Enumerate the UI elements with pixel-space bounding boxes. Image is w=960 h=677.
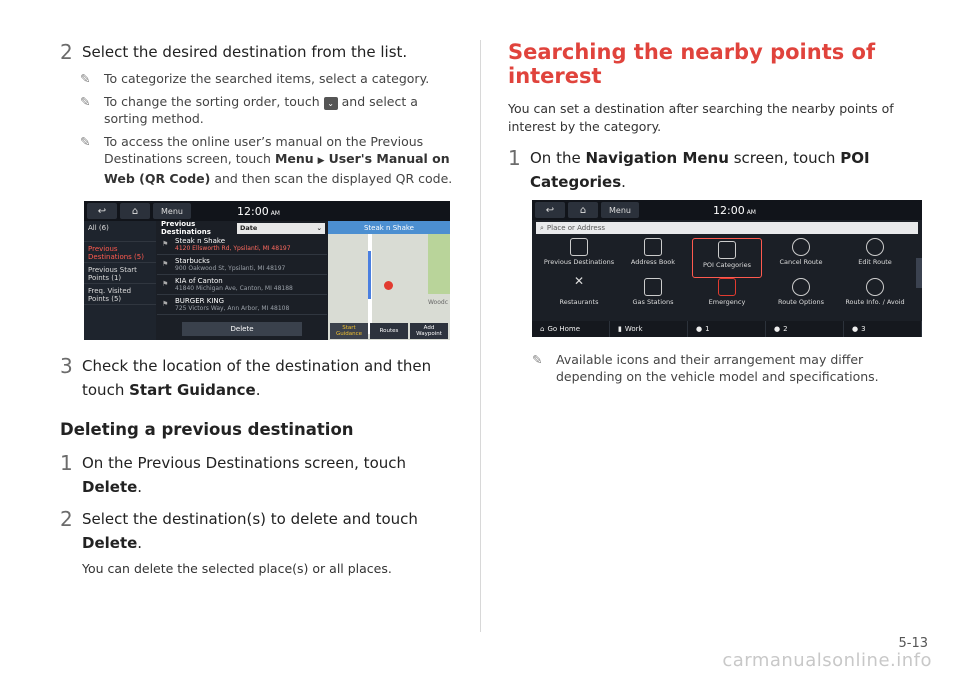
step-number: 1: [60, 451, 73, 475]
step-text: On the Previous Destinations screen, touch Delete.: [82, 454, 407, 496]
emergency-icon: [718, 278, 736, 296]
intro-text: You can set a destination after searching the nearby points of interest by the category.: [508, 101, 894, 134]
step-number: 2: [60, 40, 73, 64]
map-park-area: [428, 234, 450, 294]
note-pen-icon: ✎: [532, 352, 543, 367]
list-item[interactable]: ⚑ Starbucks 900 Oakwood St, Ypsilanti, MI 48197: [157, 255, 327, 275]
search-icon: ⌕: [540, 223, 544, 232]
menu-button[interactable]: Menu: [601, 202, 639, 218]
menu-item-address-book[interactable]: Address Book: [616, 238, 690, 278]
search-input[interactable]: ⌕ Place or Address: [536, 222, 918, 234]
menu-item-restaurants[interactable]: ✕ Restaurants: [559, 274, 599, 306]
route-options-icon: [792, 278, 810, 296]
map-destination-title: Steak n Shake: [328, 221, 450, 234]
step-text: Select the destination(s) to delete and touch Delete.: [82, 510, 418, 552]
list-title: Previous Destinations: [161, 220, 211, 236]
menu-item-emergency[interactable]: Emergency: [690, 278, 764, 314]
back-button[interactable]: ↩: [535, 202, 565, 218]
note-icons-differ: [532, 351, 903, 385]
previous-destinations-screenshot: [84, 201, 450, 340]
flag-icon: ⚑: [162, 280, 169, 288]
note-pen-icon: ✎: [80, 94, 91, 109]
step-number: 2: [60, 507, 73, 531]
route-avoid-icon: [866, 278, 884, 296]
note-pen-icon: ✎: [80, 71, 91, 86]
go-home-button[interactable]: ⌂ Go Home: [532, 321, 610, 337]
arrow-right-icon: ▶: [317, 156, 325, 166]
navigation-menu-screenshot: [532, 200, 922, 337]
clock: 12:00 AM: [237, 204, 280, 218]
edit-route-icon: [866, 238, 884, 256]
watermark: carmanualsonline.info: [722, 650, 932, 671]
destination-list: [157, 221, 327, 340]
note-text: To access the online user’s manual on the Previous Destinations screen, touch Menu ▶ User's Manual on Web (QR Code) and then scan the displayed QR code.: [104, 134, 453, 186]
routes-button[interactable]: Routes: [370, 323, 408, 339]
pin-icon: ●: [696, 325, 703, 333]
step-text: On the Navigation Menu screen, touch POI Categories.: [530, 149, 870, 191]
note-text: To categorize the searched items, select a category.: [104, 71, 430, 86]
step-3: [60, 354, 455, 402]
home-button[interactable]: ⌂: [120, 203, 150, 219]
step-number: 3: [60, 354, 73, 378]
map-place-label: Woodc: [427, 299, 448, 306]
step-2: [60, 40, 455, 64]
chevron-down-icon: ⌄: [324, 97, 338, 110]
menu-item-edit-route[interactable]: Edit Route: [838, 238, 912, 278]
menu-item-cancel-route[interactable]: Cancel Route: [764, 238, 838, 278]
note-pen-icon: ✎: [80, 134, 91, 149]
side-handle[interactable]: [916, 258, 922, 288]
favorite-3-button[interactable]: ● 3: [844, 321, 922, 337]
menu-item-route-info-avoid[interactable]: Route Info. / Avoid: [838, 278, 912, 314]
flag-icon: [570, 238, 588, 256]
category-previous-start-points[interactable]: Previous Start Points (1): [84, 263, 156, 284]
menu-button[interactable]: Menu: [153, 203, 191, 219]
pin-icon: ●: [852, 325, 859, 333]
add-waypoint-button[interactable]: Add Waypoint: [410, 323, 448, 339]
menu-item-gas-stations[interactable]: Gas Stations: [616, 278, 690, 314]
pin-icon: ●: [774, 325, 781, 333]
back-button[interactable]: ↩: [87, 203, 117, 219]
cancel-route-icon: [792, 238, 810, 256]
start-guidance-button[interactable]: Start Guidance: [330, 323, 368, 339]
menu-grid: [542, 238, 912, 318]
address-book-icon: [644, 238, 662, 256]
map-action-bar: [328, 322, 450, 340]
category-freq-visited[interactable]: Freq. Visited Points (5): [84, 284, 156, 305]
list-item[interactable]: ⚑ KIA of Canton 41840 Michigan Ave, Canton, MI 48188: [157, 275, 327, 295]
flag-icon: ⚑: [162, 300, 169, 308]
category-all[interactable]: All (6): [84, 221, 156, 242]
gas-station-icon: [644, 278, 662, 296]
chevron-down-icon: ⌄: [316, 224, 322, 232]
delete-button[interactable]: Delete: [182, 322, 302, 336]
home-icon: ⌂: [540, 325, 545, 333]
clock: 12:00 AM: [713, 203, 756, 217]
category-previous-destinations[interactable]: Previous Destinations (5): [84, 242, 156, 263]
column-divider: [480, 40, 481, 632]
delete-step-1: [60, 451, 455, 499]
step-number: 1: [508, 146, 521, 170]
list-item[interactable]: ⚑ BURGER KING 725 Victors Way, Ann Arbor, MI 48108: [157, 295, 327, 315]
building-icon: ▮: [618, 325, 622, 333]
note-text: To change the sorting order, touch ⌄ and select a sorting method.: [104, 94, 418, 126]
section-title: Searching the nearby points of interest: [508, 40, 876, 88]
section-title: Deleting a previous destination: [60, 420, 354, 439]
sort-dropdown[interactable]: Date ⌄: [237, 223, 325, 234]
delete-sub-text: You can delete the selected place(s) or all places.: [82, 561, 392, 576]
right-column: [508, 40, 903, 391]
left-column: [60, 40, 455, 576]
menu-item-previous-destinations[interactable]: Previous Destinations: [542, 238, 616, 278]
favorite-1-button[interactable]: ● 1: [688, 321, 766, 337]
list-header: [157, 221, 327, 235]
map-preview[interactable]: [328, 221, 450, 340]
restaurant-icon: ✕: [573, 274, 585, 288]
home-button[interactable]: ⌂: [568, 202, 598, 218]
quick-destination-bar: [532, 321, 922, 337]
note-sorting: [80, 93, 455, 127]
category-list: [84, 221, 156, 340]
menu-item-route-options[interactable]: Route Options: [764, 278, 838, 314]
poi-search-icon: [718, 241, 736, 259]
top-bar: [84, 201, 450, 221]
delete-step-2: [60, 507, 455, 555]
menu-item-poi-categories[interactable]: POI Categories: [692, 238, 762, 278]
note-manual: [80, 133, 455, 187]
favorite-2-button[interactable]: ● 2: [766, 321, 844, 337]
poi-step-1: [508, 146, 903, 194]
map-route-line: [368, 251, 371, 299]
page-number: 5-13: [898, 636, 928, 651]
destination-pin-icon: [384, 281, 393, 290]
flag-icon: ⚑: [162, 240, 169, 248]
note-categorize: [80, 70, 455, 87]
flag-icon: ⚑: [162, 260, 169, 268]
step-text: Select the desired destination from the list.: [82, 43, 408, 61]
list-item[interactable]: ⚑ Steak n Shake 4120 Ellsworth Rd, Ypsilanti, MI 48197: [157, 235, 327, 255]
work-button[interactable]: ▮ Work: [610, 321, 688, 337]
top-bar: [532, 200, 922, 220]
note-text: Available icons and their arrangement may differ depending on the vehicle model and specifications.: [556, 352, 879, 384]
step-text: Check the location of the destination and then touch Start Guidance.: [82, 357, 432, 399]
